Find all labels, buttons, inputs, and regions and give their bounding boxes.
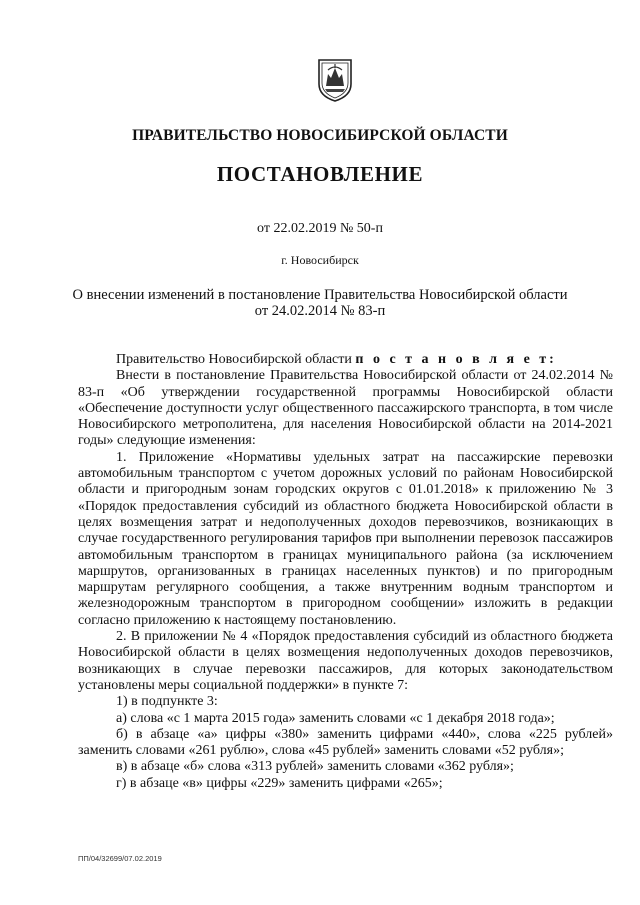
paragraph-3: 2. В приложении № 4 «Порядок предоставления субсидий из областного бюджета Новосибирской области в целях возмещения недополученных доходов перевозчиков, возникающих в случае перевозки пассажиров, для которых законодательством установлены меры социальной поддержки» в пункте 7: xyxy=(78,629,613,693)
coat-of-arms-icon xyxy=(316,56,354,102)
title-line-2: от 24.02.2014 № 83-п xyxy=(254,303,386,319)
paragraph-5: а) слова «с 1 марта 2015 года» заменить словами «с 1 декабря 2018 года»; xyxy=(116,710,555,726)
document-type: ПОСТАНОВЛЕНИЕ xyxy=(216,162,424,186)
intro-resolves: п о с т а н о в л я е т: xyxy=(355,352,557,367)
paragraph-8: г) в абзаце «в» цифры «229» заменить цифрами «265»; xyxy=(116,775,443,791)
intro-paragraph xyxy=(78,352,613,368)
paragraph-4: 1) в подпункте 3: xyxy=(116,694,218,710)
title-line-1: О внесении изменений в постановление Правительства Новосибирской области xyxy=(72,287,568,303)
document-code: ПП/04/32699/07.02.2019 xyxy=(78,854,162,863)
date-and-number: от 22.02.2019 № 50-п xyxy=(257,221,383,236)
organization-name: ПРАВИТЕЛЬСТВО НОВОСИБИРСКОЙ ОБЛАСТИ xyxy=(132,127,508,144)
paragraph-1: Внести в постановление Правительства Новосибирской области от 24.02.2014 № 83-п «Об утверждении государственной программы Новосибирской области «Обеспечение доступности услуг общественного пассажирского транспорта, в том числе Новосибирского метрополитена, для населения Новосибирской области на 2014-2021 годы» следующие изменения: xyxy=(78,368,613,449)
paragraph-2: 1. Приложение «Нормативы удельных затрат на пассажирские перевозки автомобильным транспортом с учетом дорожных условий по районам Новосибирской области и пригородным зонам городских округов с 01.01.2018» к приложению № 3 «Порядок предоставления субсидий из областного бюджета Новосибирской области в целях возмещения затрат и недополученных доходов перевозчиков, возникающих в случае государственного регулирования тарифов при выполнении перевозок пассажиров автомобильным транспортом в границах муниципального района (за исключением маршрутов, организованных в границах населенных пунктов) и по пригородным маршрутам регулярного сообщения, а также внутренним водным транспортом и железнодорожным транспортом в пригородном сообщении» изложить в редакции согласно приложению к настоящему постановлению. xyxy=(78,449,613,628)
intro-prefix: Правительство Новосибирской области xyxy=(116,352,352,367)
document-title xyxy=(40,287,600,319)
city-name: г. Новосибирск xyxy=(281,253,359,267)
document-body xyxy=(78,352,613,792)
paragraph-6: б) в абзаце «а» цифры «380» заменить цифрами «440», слова «225 рублей» заменить словами «261 рублю», слова «45 рублей» заменить словами «52 рубля»; xyxy=(78,726,613,759)
paragraph-7: в) в абзаце «б» слова «313 рублей» заменить словами «362 рубля»; xyxy=(116,759,514,775)
